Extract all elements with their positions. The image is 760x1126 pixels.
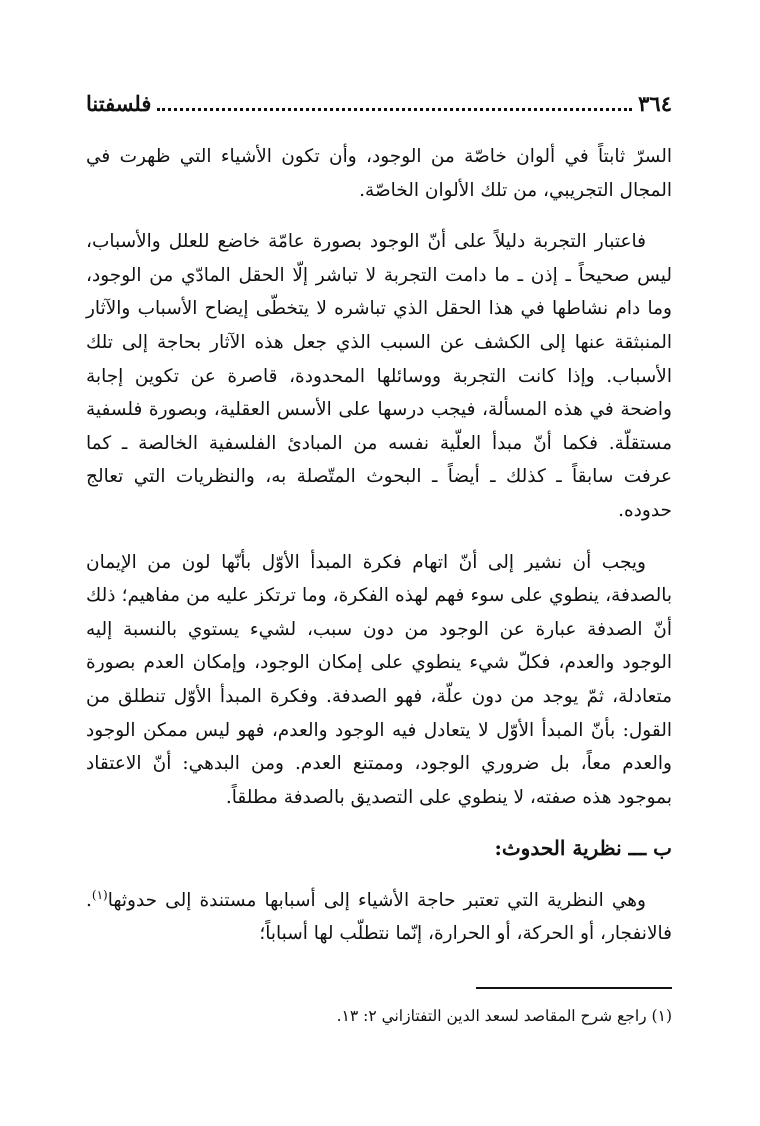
paragraph-experience-argument: فاعتبار التجربة دليلاً على أنّ الوجود بصورة عامّة خاضع للعلل والأسباب، ليس صحيحاً ـ إذن ـ ما دامت التجربة لا تباشر إلّا الحقل المادّي من الوجود، وما دام نشاطها في هذا الحقل الذي تباشره لا يتخطّى إيضاح الأسباب والآثار المنبثقة عنها إلى الكشف عن السبب الذي جعل هذه الآثار بحاجة إلى تلك الأسباب. وإذا كانت التجربة ووسائلها المحدودة، قاصرة عن تكوين إجابة واضحة في هذه المسألة، فيجب درسها على الأسس العقلية، وبصورة فلسفية مستقلّة. فكما أنّ مبدأ العلّية نفسه من المبادئ الفلسفية الخالصة ـ كما عرفت سابقاً ـ كذلك ـ أيضاً ـ البحوث المتّصلة به، والنظريات التي تعالج حدوده.: [86, 231, 672, 521]
footnote: (١) راجع شرح المقاصد لسعد الدين التفتازاني ٢: ١٣.: [336, 1007, 672, 1025]
paragraph-text-after-ref: . فالانفجار، أو الحركة، أو الحرارة، إنّما نتطلّب لها أسباباً؛: [86, 889, 672, 945]
paragraph-text-before-ref: وهي النظرية التي تعتبر حاجة الأشياء إلى أسبابها مستندة إلى حدوثها: [107, 889, 646, 911]
paragraph-continuation: السرّ ثابتاً في ألوان خاصّة من الوجود، وأن تكون الأشياء التي ظهرت في المجال التجريبي، من تلك الألوان الخاصّة.: [86, 146, 672, 201]
page-number: ٣٦٤: [638, 90, 672, 116]
footnote-separator: [476, 987, 672, 989]
page-header: [86, 86, 672, 120]
footnote-reference[interactable]: (١): [91, 887, 108, 902]
header-dot-leader: [157, 108, 632, 111]
page-body: [86, 140, 672, 969]
section-heading: ب ـــ نظرية الحدوث:: [494, 836, 672, 861]
running-title: فلسفتنا: [86, 90, 152, 116]
paragraph-origination-theory: [86, 884, 672, 951]
paragraph-chance-objection: ويجب أن نشير إلى أنّ اتهام فكرة المبدأ الأوّل بأنّها لون من الإيمان بالصدفة، ينطوي على سوء فهم لهذه الفكرة، وما ترتكز عليه من مفاهيم؛ ذلك أنّ الصدفة عبارة عن الوجود من دون سبب، لشيء يستوي بالنسبة إليه الوجود والعدم، فكلّ شيء ينطوي على إمكان الوجود، وإمكان العدم بصورة متعادلة، ثمّ يوجد من دون علّة، فهو الصدفة. وفكرة المبدأ الأوّل تنطلق من القول: بأنّ المبدأ الأوّل لا يتعادل فيه الوجود والعدم، فهو ليس ممكن الوجود والعدم معاً، بل ضروري الوجود، وممتنع العدم. ومن البدهي: أنّ الاعتقاد بموجود هذه صفته، لا ينطوي على التصديق بالصدفة مطلقاً.: [86, 551, 672, 808]
